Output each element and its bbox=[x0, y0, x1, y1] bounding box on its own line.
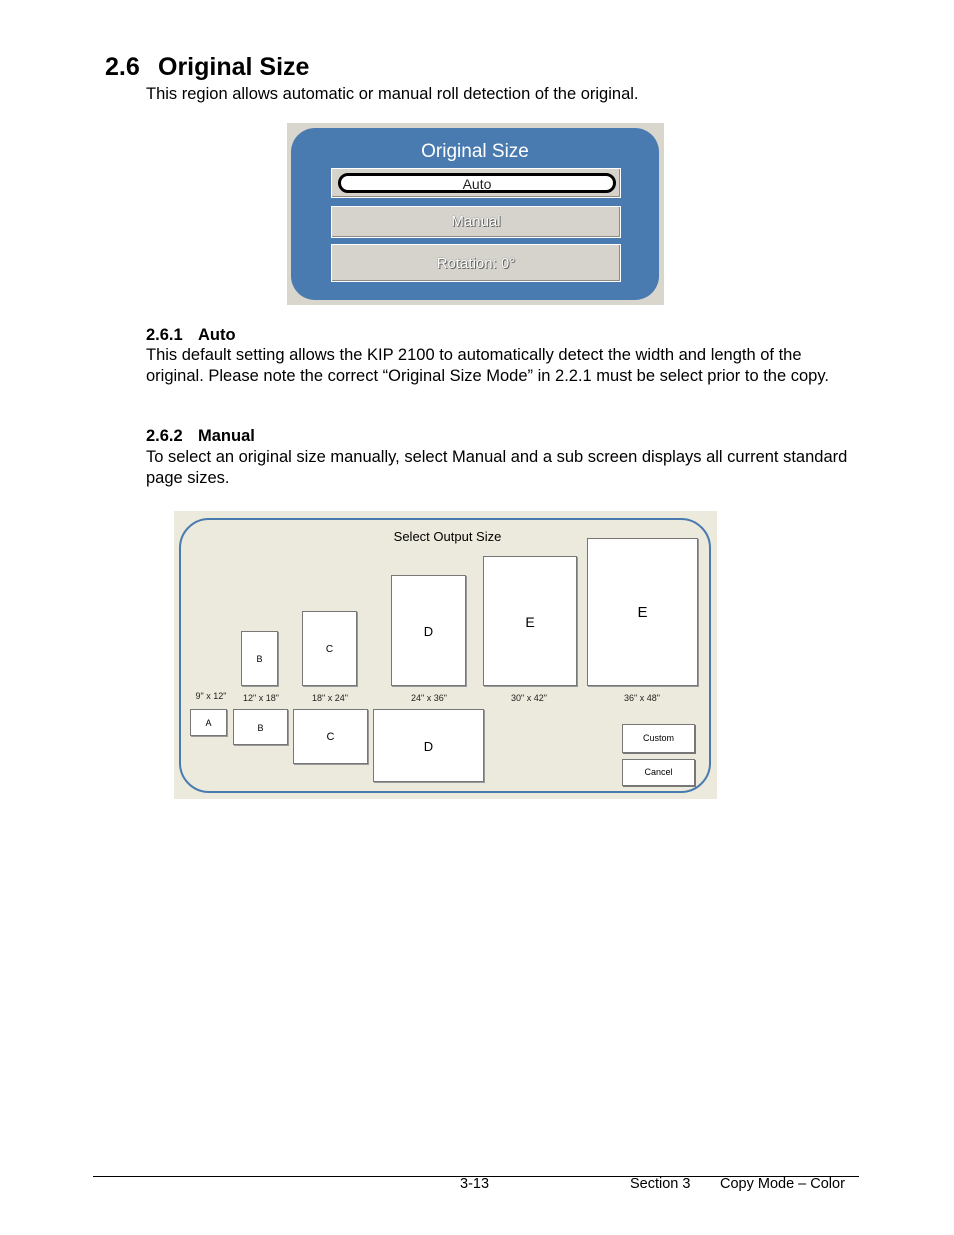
section-title: Original Size bbox=[158, 53, 310, 81]
subsection-auto-title: Auto bbox=[198, 326, 236, 344]
paper-portrait-d[interactable]: D bbox=[391, 575, 466, 686]
auto-button-label: Auto bbox=[462, 176, 492, 192]
auto-button[interactable] bbox=[331, 168, 621, 198]
original-size-panel bbox=[287, 123, 664, 305]
subsection-manual-heading bbox=[146, 426, 255, 446]
cancel-button[interactable]: Cancel bbox=[622, 759, 695, 786]
size-label-9x12: 9" x 12" bbox=[195, 691, 227, 701]
manual-button-label: Manual bbox=[451, 213, 501, 230]
size-label-24x36: 24" x 36" bbox=[411, 693, 447, 703]
subsection-auto-heading bbox=[146, 325, 236, 345]
rotation-button[interactable] bbox=[331, 244, 621, 282]
paper-landscape-d[interactable]: D bbox=[373, 709, 484, 782]
custom-button[interactable]: Custom bbox=[622, 724, 695, 753]
size-label-36x48: 36" x 48" bbox=[624, 693, 660, 703]
subsection-manual-title: Manual bbox=[198, 427, 255, 445]
manual-button[interactable] bbox=[331, 206, 621, 238]
size-label-12x18: 12" x 18" bbox=[243, 693, 279, 703]
select-output-size-panel bbox=[174, 511, 717, 799]
subsection-auto-text: This default setting allows the KIP 2100 to automatically detect the width and length of the original. Please note the correct “Original Size Mode” in 2.2.1 must be select prior to the copy. bbox=[146, 346, 829, 385]
output-size-panel-title: Select Output Size bbox=[393, 529, 502, 544]
section-number: 2.6 bbox=[105, 53, 140, 81]
footer-chapter: Copy Mode – Color bbox=[720, 1176, 845, 1192]
section-intro: This region allows automatic or manual roll detection of the original. bbox=[146, 85, 639, 103]
original-size-panel-title: Original Size bbox=[421, 141, 529, 162]
subsection-manual-number: 2.6.2 bbox=[146, 427, 183, 445]
paper-landscape-c[interactable]: C bbox=[293, 709, 368, 764]
footer-page-number: 3-13 bbox=[460, 1176, 490, 1192]
paper-portrait-c[interactable]: C bbox=[302, 611, 357, 686]
size-label-30x42: 30" x 42" bbox=[511, 693, 547, 703]
size-label-18x24: 18" x 24" bbox=[312, 693, 348, 703]
original-size-panel-background bbox=[291, 128, 659, 300]
subsection-auto-number: 2.6.1 bbox=[146, 326, 183, 344]
subsection-manual-text: To select an original size manually, select Manual and a sub screen displays all current standard page sizes. bbox=[146, 448, 848, 487]
paper-landscape-a[interactable]: A bbox=[190, 709, 227, 736]
section-heading bbox=[105, 50, 309, 84]
auto-button-selected-outline bbox=[338, 173, 616, 193]
footer-section: Section 3 bbox=[630, 1176, 691, 1192]
rotation-button-label: Rotation: 0° bbox=[436, 255, 516, 272]
paper-portrait-e-large[interactable]: E bbox=[587, 538, 698, 686]
paper-landscape-b[interactable]: B bbox=[233, 709, 288, 745]
paper-portrait-e[interactable]: E bbox=[483, 556, 577, 686]
paper-portrait-b[interactable]: B bbox=[241, 631, 278, 686]
